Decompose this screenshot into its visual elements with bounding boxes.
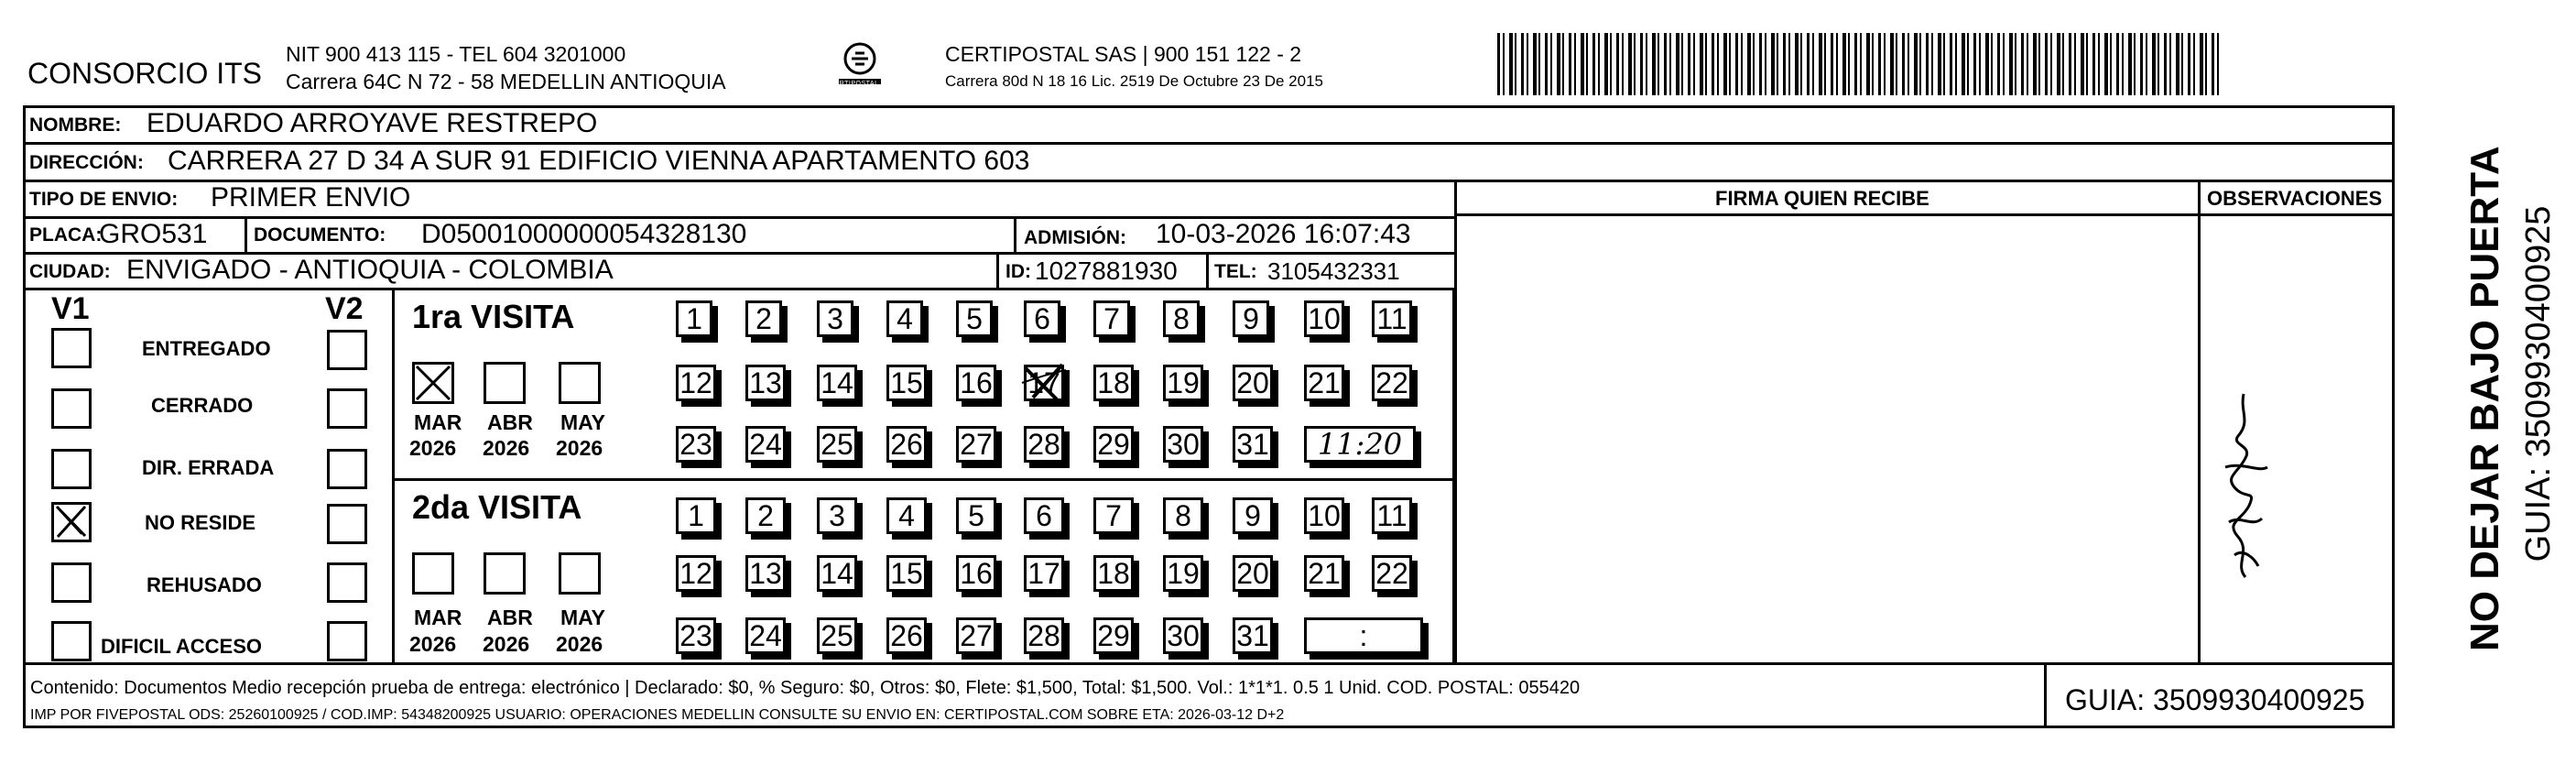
check-x-icon (415, 365, 451, 401)
second-visit-day[interactable]: 4 (886, 497, 927, 534)
first-visit-day[interactable]: 19 (1163, 365, 1203, 401)
v1-label: V1 (51, 291, 90, 326)
second-visit-day[interactable]: 23 (676, 617, 716, 654)
v1-entregado-checkbox[interactable] (51, 328, 92, 368)
second-visit-day[interactable]: 7 (1093, 497, 1134, 534)
status-label: REHUSADO (147, 573, 262, 596)
ciudad-value: ENVIGADO - ANTIOQUIA - COLOMBIA (126, 255, 614, 285)
nit-line: NIT 900 413 115 - TEL 604 3201000 (286, 42, 626, 66)
status-label: DIFICIL ACCESO (101, 635, 263, 658)
second-visit-day[interactable]: 18 (1093, 555, 1134, 592)
second-visit-day[interactable]: 2 (745, 497, 786, 534)
second-visit-day[interactable]: 15 (886, 555, 927, 592)
second-visit-day[interactable]: 8 (1163, 497, 1203, 534)
tipo-envio-label: TIPO DE ENVIO: (29, 189, 179, 210)
v2-no-reside-checkbox[interactable] (327, 504, 367, 544)
visits-right-border (1452, 288, 1455, 663)
first-visit-day[interactable]: 23 (676, 426, 716, 463)
v2-cerrado-checkbox[interactable] (327, 388, 367, 429)
month-label: ABR (487, 606, 533, 629)
first-visit-day[interactable]: 20 (1233, 365, 1273, 401)
v2-label: V2 (325, 291, 364, 326)
second-visit-day[interactable]: 19 (1163, 555, 1203, 592)
table-bottom-border (23, 726, 2395, 728)
table-right-border (2392, 105, 2395, 728)
certipostal-address: Carrera 80d N 18 16 Lic. 2519 De Octubre 23 De 2015 (945, 72, 1323, 90)
certipostal-logo-icon (830, 38, 886, 92)
second-visit-day[interactable]: 22 (1372, 555, 1412, 592)
first-visit-day[interactable]: 27 (956, 426, 996, 463)
year-label: 2026 (409, 436, 457, 460)
check-x-icon (54, 505, 89, 540)
table-left-border (23, 105, 26, 728)
id-value: 1027881930 (1035, 256, 1178, 285)
first-visit-day[interactable]: 12 (676, 365, 716, 401)
v2-entregado-checkbox[interactable] (327, 330, 367, 370)
first-visit-day[interactable]: 11 (1372, 300, 1412, 337)
month-label: MAY (560, 606, 605, 629)
ciudad-label: CIUDAD: (29, 261, 111, 282)
first-visit-day[interactable]: 15 (886, 365, 927, 401)
status-label: ENTREGADO (142, 337, 271, 360)
id-divider (996, 252, 999, 289)
first-visit-day[interactable]: 25 (817, 426, 857, 463)
v1-dificil-acceso-checkbox[interactable] (51, 621, 92, 661)
first-visit-day[interactable]: 22 (1372, 365, 1412, 401)
second-visit-day[interactable]: 28 (1024, 617, 1064, 654)
first-visit-day[interactable]: 9 (1233, 300, 1269, 337)
row-divider (23, 288, 1456, 290)
second-visit-abr-checkbox[interactable] (484, 552, 526, 595)
second-visit-day[interactable]: 29 (1093, 617, 1134, 654)
logo-text: CERTIPOSTAL (830, 81, 879, 87)
first-visit-day[interactable]: 26 (886, 426, 927, 463)
company-address: Carrera 64C N 72 - 58 MEDELLIN ANTIOQUIA (286, 70, 726, 93)
row-divider (23, 142, 2395, 145)
first-visit-day[interactable]: 4 (886, 300, 923, 337)
year-label: 2026 (556, 632, 603, 656)
tipo-envio-value: PRIMER ENVIO (211, 182, 411, 213)
first-visit-day-marked[interactable]: 17 (1024, 365, 1064, 401)
v2-dir-errada-checkbox[interactable] (327, 449, 367, 489)
first-visit-day[interactable]: 24 (745, 426, 786, 463)
hand-check-mark-icon (1020, 361, 1070, 405)
second-visit-day[interactable]: 5 (956, 497, 996, 534)
second-visit-day[interactable]: 9 (1233, 497, 1273, 534)
status-label: NO RESIDE (145, 511, 256, 534)
second-visit-day[interactable]: 30 (1163, 617, 1203, 654)
barcode (1497, 33, 2221, 95)
first-visit-title: 1ra VISITA (412, 298, 575, 335)
second-visit-day[interactable]: 21 (1304, 555, 1344, 592)
v1-dir-errada-checkbox[interactable] (51, 449, 92, 489)
admision-divider (1014, 216, 1016, 253)
second-visit-day[interactable]: 26 (886, 617, 927, 654)
second-visit-day[interactable]: 3 (817, 497, 857, 534)
first-visit-mar-checkbox[interactable] (412, 362, 454, 404)
v1-rehusado-checkbox[interactable] (51, 562, 92, 603)
signature-header-divider (1454, 213, 2394, 216)
observations-header: OBSERVACIONES (2207, 187, 2383, 210)
placa-value: GRO531 (99, 219, 208, 249)
second-visit-title: 2da VISITA (412, 488, 582, 526)
second-visit-day[interactable]: 10 (1304, 497, 1344, 534)
second-visit-day[interactable]: 20 (1233, 555, 1273, 592)
side-guia-number: GUIA: 3509930400925 (2519, 205, 2558, 562)
first-visit-day[interactable]: 6 (1024, 300, 1060, 337)
second-visit-day[interactable]: 25 (817, 617, 857, 654)
placa-divider (245, 216, 247, 253)
tel-label: TEL: (1214, 261, 1257, 282)
month-label: MAR (414, 410, 462, 434)
second-visit-day[interactable]: 31 (1233, 617, 1273, 654)
nombre-value: EDUARDO ARROYAVE RESTREPO (147, 108, 598, 138)
second-visit-day[interactable]: 27 (956, 617, 996, 654)
first-visit-time[interactable]: 11:20 (1304, 426, 1416, 463)
first-visit-day[interactable]: 3 (817, 300, 853, 337)
first-visit-day[interactable]: 1 (676, 300, 712, 337)
no-dejar-bajo-puerta: NO DEJAR BAJO PUERTA (2462, 146, 2507, 651)
second-visit-day[interactable]: 13 (745, 555, 786, 592)
status-visits-divider (392, 288, 395, 663)
second-visit-may-checkbox[interactable] (559, 552, 601, 595)
second-visit-day[interactable]: 11 (1372, 497, 1412, 534)
second-visit-mar-checkbox[interactable] (412, 552, 454, 595)
footer-contenido: Contenido: Documentos Medio recepción prueba de entrega: electrónico | Declarado: $0, % Seguro: $0, Otros: $0, Flete: $1,500, Total: $1,500. Vol.: 1*1*1. 0.5 1 Unid. COD. POSTAL: 055420 (30, 678, 1581, 698)
first-visit-day[interactable]: 8 (1163, 300, 1200, 337)
footer-imp-line: IMP POR FIVEPOSTAL ODS: 25260100925 / COD.IMP: 54348200925 USUARIO: OPERACIONES MEDELLIN CONSULTE SU ENVIO EN: CERTIPOSTAL.COM SOBRE ETA: 2026-03-12 D+2 (30, 707, 1285, 723)
month-label: ABR (487, 410, 533, 434)
direccion-value: CARRERA 27 D 34 A SUR 91 EDIFICIO VIENNA APARTAMENTO 603 (168, 146, 1030, 176)
status-label: CERRADO (151, 394, 254, 417)
year-label: 2026 (409, 632, 457, 656)
second-visit-day[interactable]: 16 (956, 555, 996, 592)
company-name: CONSORCIO ITS (27, 57, 263, 90)
tel-divider (1206, 252, 1209, 289)
first-visit-day[interactable]: 29 (1093, 426, 1134, 463)
v2-dificil-acceso-checkbox[interactable] (327, 621, 367, 661)
first-visit-day[interactable]: 30 (1163, 426, 1203, 463)
placa-label: PLACA: (29, 224, 103, 246)
second-visit-day[interactable]: 1 (676, 497, 716, 534)
first-visit-day[interactable]: 7 (1093, 300, 1130, 337)
documento-value: D05001000000054328130 (421, 219, 747, 249)
year-label: 2026 (483, 436, 530, 460)
first-visit-may-checkbox[interactable] (559, 362, 601, 404)
certipostal-line: CERTIPOSTAL SAS | 900 151 122 - 2 (945, 42, 1302, 66)
month-label: MAR (414, 606, 462, 629)
admision-value: 10-03-2026 16:07:43 (1156, 219, 1411, 249)
second-visit-day[interactable]: 17 (1024, 555, 1064, 592)
v1-no-reside-checkbox[interactable] (51, 502, 92, 542)
first-visit-day[interactable]: 31 (1233, 426, 1273, 463)
year-label: 2026 (556, 436, 603, 460)
first-visit-day[interactable]: 14 (817, 365, 857, 401)
month-label: MAY (560, 410, 605, 434)
second-visit-day[interactable]: 14 (817, 555, 857, 592)
first-visit-day[interactable]: 2 (745, 300, 782, 337)
id-label: ID: (1005, 261, 1031, 282)
first-visit-day[interactable]: 13 (745, 365, 786, 401)
second-visit-day[interactable]: 12 (676, 555, 716, 592)
admision-label: ADMISIÓN: (1024, 227, 1126, 248)
second-visit-day[interactable]: 6 (1024, 497, 1064, 534)
v1-cerrado-checkbox[interactable] (51, 388, 92, 429)
first-visit-day[interactable]: 18 (1093, 365, 1134, 401)
footer-divider (23, 662, 2395, 665)
tel-value: 3105432331 (1267, 257, 1400, 285)
first-visit-day[interactable]: 16 (956, 365, 996, 401)
visits-divider (392, 478, 1456, 481)
first-visit-abr-checkbox[interactable] (484, 362, 526, 404)
footer-guia: GUIA: 3509930400925 (2065, 683, 2365, 716)
nombre-label: NOMBRE: (29, 115, 122, 136)
v2-rehusado-checkbox[interactable] (327, 562, 367, 603)
first-visit-day[interactable]: 28 (1024, 426, 1064, 463)
year-label: 2026 (483, 632, 530, 656)
first-visit-day[interactable]: 10 (1304, 300, 1344, 337)
first-visit-day[interactable]: 21 (1304, 365, 1344, 401)
footer-guia-divider (2044, 662, 2047, 728)
status-label: DIR. ERRADA (142, 456, 275, 479)
first-visit-day[interactable]: 5 (956, 300, 993, 337)
signature-header: FIRMA QUIEN RECIBE (1715, 187, 1929, 210)
handwritten-signature-icon (2198, 385, 2289, 595)
second-visit-day[interactable]: 24 (745, 617, 786, 654)
second-visit-time[interactable]: : (1304, 617, 1423, 654)
direccion-label: DIRECCIÓN: (29, 152, 144, 173)
documento-label: DOCUMENTO: (254, 224, 386, 246)
